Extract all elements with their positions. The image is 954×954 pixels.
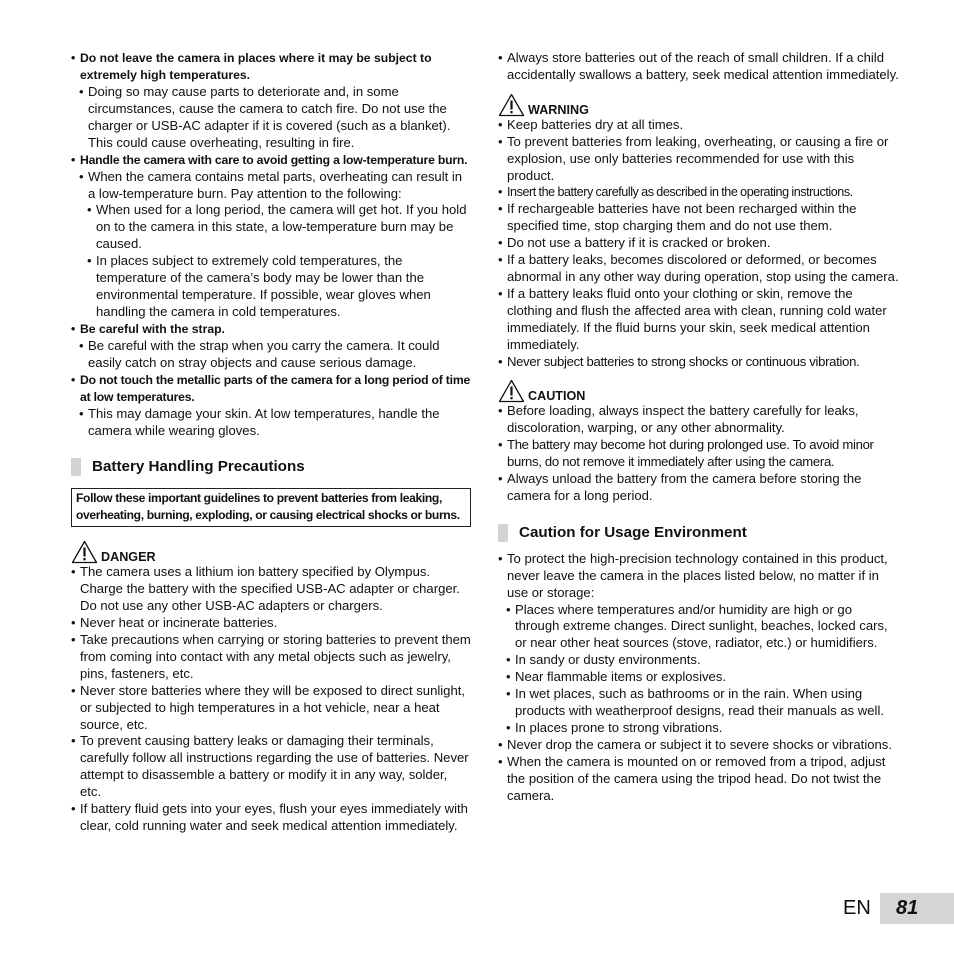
list-item: • When the camera contains metal parts, overheating can result in a low-temperature burn. Pay attention to the following: — [79, 169, 471, 203]
list-item: • Always store batteries out of the reach of small children. If a child accidentally swallows a battery, seek medical attention immediately. — [498, 50, 900, 84]
list-item: • In places prone to strong vibrations. — [506, 720, 900, 737]
list-item: • In places subject to extremely cold temperatures, the temperature of the camera’s body may be lower than the environmental temperature. If possible, wear gloves when handling the camera in cold temperatures. — [87, 253, 471, 321]
list-item: • Never heat or incinerate batteries. — [71, 615, 471, 632]
section-title-environment: Caution for Usage Environment — [498, 524, 900, 542]
list-item: • Do not use a battery if it is cracked or broken. — [498, 235, 900, 252]
list-item: • Always unload the battery from the camera before storing the camera for a long period. — [498, 471, 900, 505]
caution-heading: CAUTION — [498, 378, 900, 403]
list-item: • In wet places, such as bathrooms or in the rain. When using products with weatherproof designs, read their manuals as well. — [506, 686, 900, 720]
list-item: • Keep batteries dry at all times. — [498, 117, 900, 134]
list-item: • Be careful with the strap when you carry the camera. It could easily catch on stray objects and cause serious damage. — [79, 338, 471, 372]
list-item: • To prevent batteries from leaking, overheating, or causing a fire or explosion, use only batteries recommended for use with this product. — [498, 134, 900, 185]
list-item: • In sandy or dusty environments. — [506, 652, 900, 669]
warning-triangle-icon — [71, 540, 98, 564]
list-item: • Take precautions when carrying or storing batteries to prevent them from coming into contact with any metal objects such as jewelry, pins, fasteners, etc. — [71, 632, 471, 683]
section-marker — [71, 458, 81, 476]
list-item: • The battery may become hot during prolonged use. To avoid minor burns, do not remove it immediately after using the camera. — [498, 437, 900, 471]
guidelines-box: Follow these important guidelines to prevent batteries from leaking, overheating, burning, exploding, or causing electrical shocks or burns. — [71, 488, 471, 527]
warning-heading: WARNING — [498, 92, 900, 117]
heading-metallic-parts: • Do not touch the metallic parts of the camera for a long period of time at low temperatures. — [71, 372, 471, 406]
danger-heading: DANGER — [71, 539, 471, 564]
list-item: • Before loading, always inspect the battery carefully for leaks, discoloration, warping, or any other abnormality. — [498, 403, 900, 437]
left-column — [71, 50, 471, 835]
heading-low-temperature-burn: • Handle the camera with care to avoid getting a low-temperature burn. — [71, 152, 471, 169]
list-item: • If rechargeable batteries have not been recharged within the specified time, stop charging them and do not use them. — [498, 201, 900, 235]
list-item: • If a battery leaks fluid onto your clothing or skin, remove the clothing and flush the affected area with clean, running cold water immediately. If the fluid burns your skin, seek medical attention immediately. — [498, 286, 900, 354]
language-label: EN — [843, 897, 871, 919]
list-item: • If a battery leaks, becomes discolored or deformed, or becomes abnormal in any other way during operation, stop using the camera. — [498, 252, 900, 286]
heading-strap: • Be careful with the strap. — [71, 321, 471, 338]
list-item: • Places where temperatures and/or humidity are high or go through extreme changes. Direct sunlight, beaches, locked cars, or near other heat sources (stove, radiator, etc.) or humidifiers. — [506, 602, 900, 653]
right-column — [498, 50, 900, 804]
list-item: • When the camera is mounted on or removed from a tripod, adjust the position of the camera using the tripod head. Do not twist the camera. — [498, 754, 900, 805]
list-item: • Doing so may cause parts to deteriorate and, in some circumstances, cause the camera to catch fire. Do not use the charger or USB-AC adapter if it is covered (such as a blanket). This could cause overheating, resulting in fire. — [79, 84, 471, 152]
list-item: • Never drop the camera or subject it to severe shocks or vibrations. — [498, 737, 900, 754]
section-title-battery: Battery Handling Precautions — [71, 458, 471, 476]
list-item: • To protect the high-precision technology contained in this product, never leave the camera in the places listed below, no matter if in use or storage: — [498, 551, 900, 602]
list-item: • When used for a long period, the camera will get hot. If you hold on to the camera in this state, a low-temperature burn may be caused. — [87, 202, 471, 253]
list-item: • The camera uses a lithium ion battery specified by Olympus. Charge the battery with the specified USB-AC adapter or charger. Do not use any other USB-AC adapters or chargers. — [71, 564, 471, 615]
list-item: • Insert the battery carefully as described in the operating instructions. — [498, 184, 900, 201]
list-item: • Near flammable items or explosives. — [506, 669, 900, 686]
heading-high-temperatures: • Do not leave the camera in places where it may be subject to extremely high temperatures. — [71, 50, 471, 84]
list-item: • Never subject batteries to strong shocks or continuous vibration. — [498, 354, 900, 371]
list-item: • This may damage your skin. At low temperatures, handle the camera while wearing gloves. — [79, 406, 471, 440]
list-item: • If battery fluid gets into your eyes, flush your eyes immediately with clear, cold running water and seek medical attention immediately. — [71, 801, 471, 835]
section-marker — [498, 524, 508, 542]
page-number: 81 — [880, 893, 954, 924]
warning-triangle-icon — [498, 379, 525, 403]
list-item: • To prevent causing battery leaks or damaging their terminals, carefully follow all instructions regarding the use of batteries. Never attempt to disassemble a battery or modify it in any way, solder, etc. — [71, 733, 471, 801]
list-item: • Never store batteries where they will be exposed to direct sunlight, or subjected to high temperatures in a hot vehicle, near a heat source, etc. — [71, 683, 471, 734]
warning-triangle-icon — [498, 93, 525, 117]
